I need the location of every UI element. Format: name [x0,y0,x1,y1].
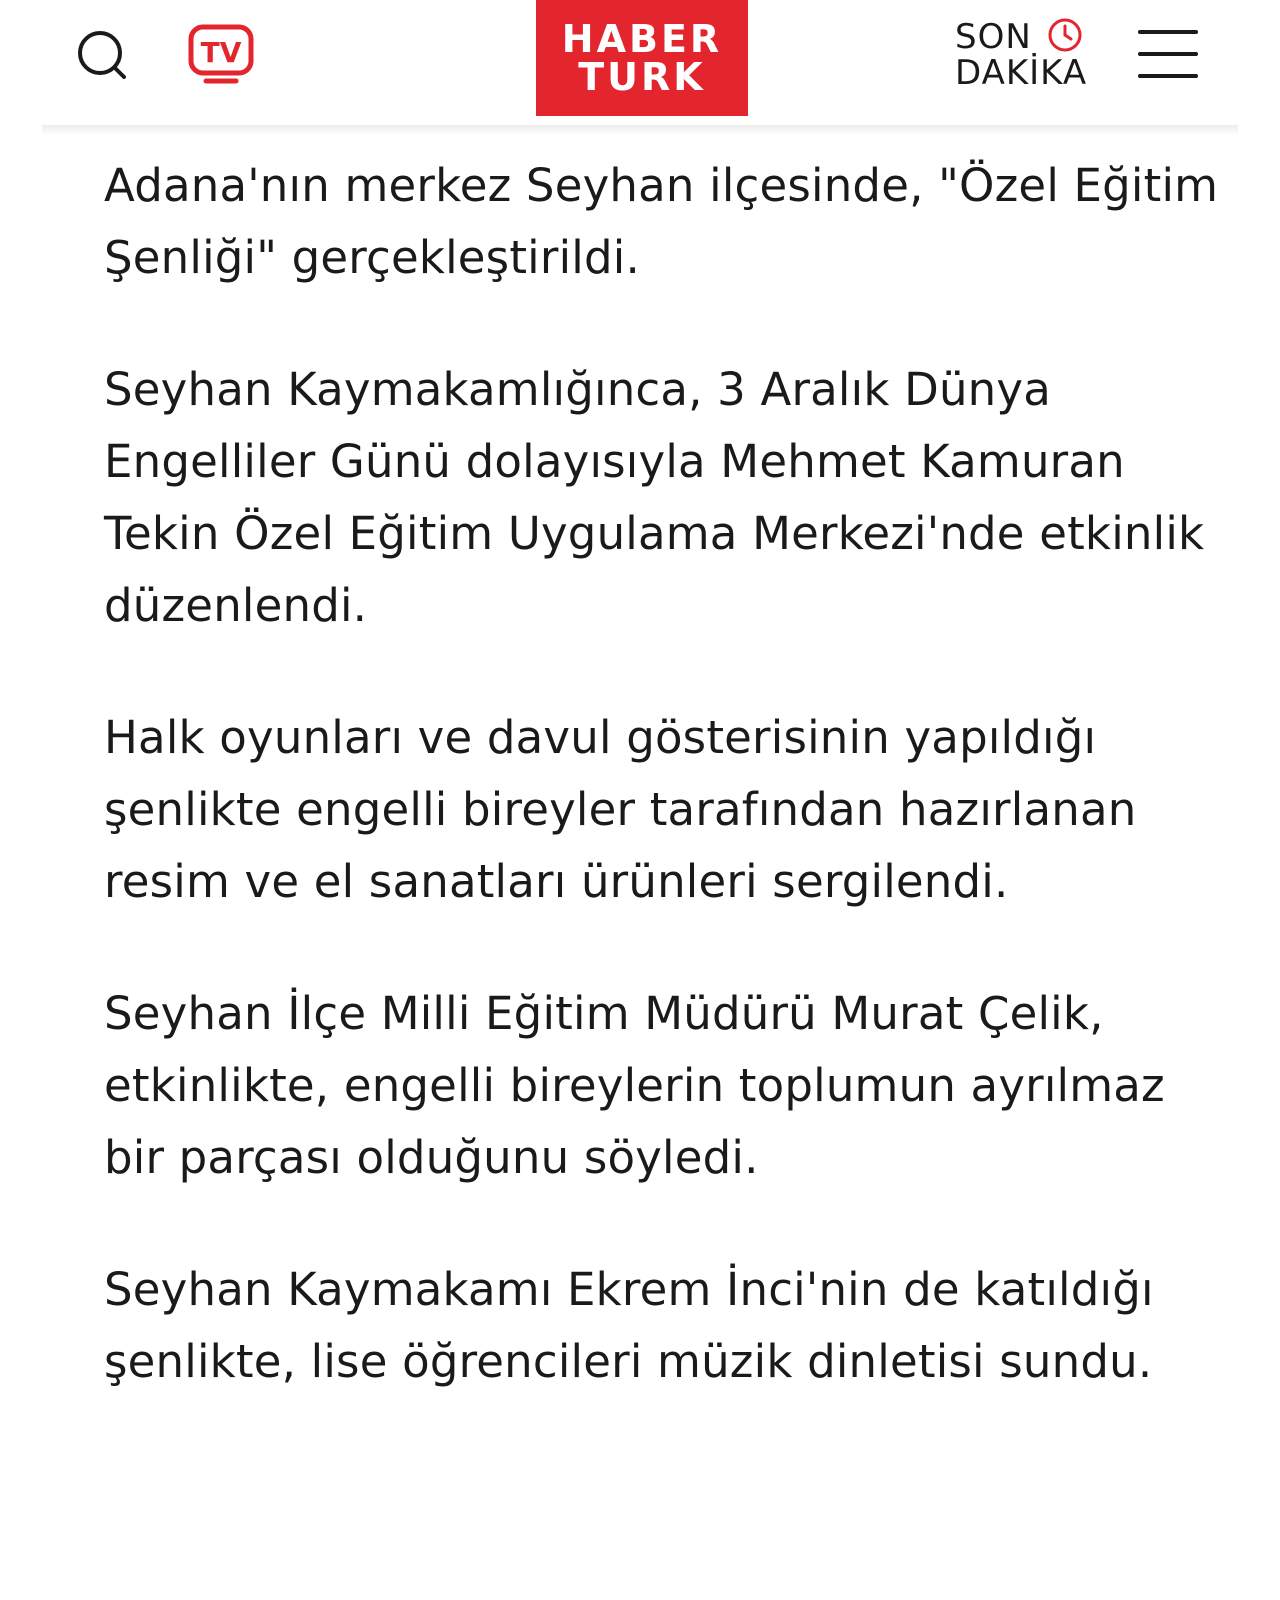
article-body [104,150,1224,1458]
header-divider [42,125,1238,135]
hamburger-menu-icon [1138,74,1198,78]
article-paragraph: Adana'nın merkez Seyhan ilçesinde, "Özel Eğitim Şenliği" gerçekleştirildi. [104,159,1219,284]
logo-line1: HABER [561,17,723,61]
site-header [0,0,1280,128]
tv-button[interactable] [188,24,254,86]
hamburger-menu-icon [1138,52,1198,56]
clock-icon [1047,17,1083,53]
article-paragraph: Seyhan Kaymakamlığınca, 3 Aralık Dünya Engelliler Günü dolayısıyla Mehmet Kamuran Tekin Özel Eğitim Uygulama Merkezi'nde etkinlik düzenlendi. [104,363,1205,632]
hamburger-menu-button[interactable] [1138,28,1198,82]
search-icon [74,28,134,84]
article-paragraph: Halk oyunları ve davul gösterisinin yapıldığı şenlikte engelli bireyler tarafından hazırlanan resim ve el sanatları ürünleri sergilendi. [104,711,1137,908]
article-paragraph: Seyhan Kaymakamı Ekrem İnci'nin de katıldığı şenlikte, lise öğrencileri müzik dinletisi sundu. [104,1263,1154,1388]
tv-label: TV [200,36,242,69]
tv-icon [188,24,254,86]
son-dakika-label-line2: DAKİKA [955,53,1088,93]
son-dakika-label-line1: SON [955,17,1032,57]
haberturk-logo[interactable] [536,0,748,116]
hamburger-menu-icon [1138,30,1198,34]
article-paragraph: Seyhan İlçe Milli Eğitim Müdürü Murat Çelik, etkinlikte, engelli bireylerin toplumun ayrılmaz bir parçası olduğunu söyledi. [104,987,1165,1184]
logo-line2: TURK [578,55,706,99]
search-button[interactable] [74,28,134,84]
son-dakika-link[interactable] [955,17,1095,93]
